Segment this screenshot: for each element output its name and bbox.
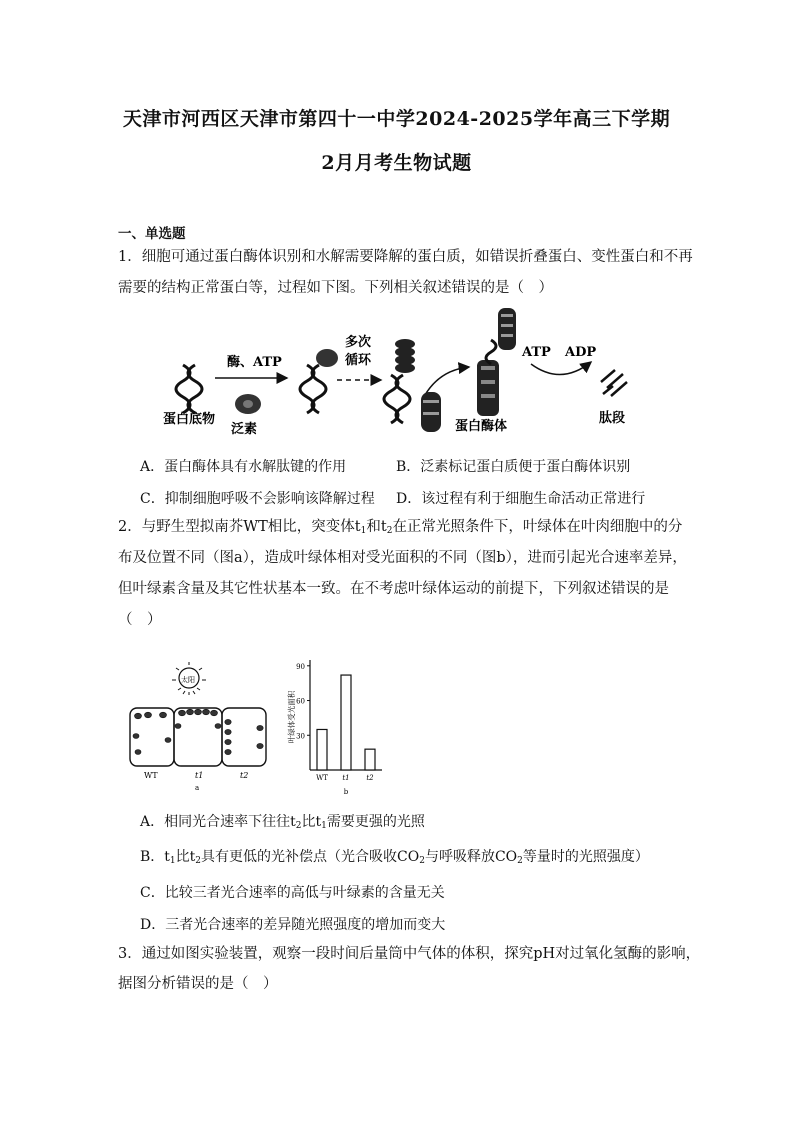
tagged-protein-icon — [300, 365, 326, 413]
label-multi: 多次 — [345, 335, 372, 350]
label-ubiquitin: 泛素 — [231, 422, 258, 437]
doc-title-line1: 天津市河西区天津市第四十一中学2024-2025学年高三下学期 — [122, 108, 671, 130]
q1-option-a[interactable]: A．蛋白酶体具有水解肽键的作用 — [140, 459, 347, 475]
svg-text:t2: t2 — [240, 771, 249, 780]
q2-stem-line1: 2．与野生型拟南芥WT相比，突变体$t_1$和$t_2$在正常光照条件下，叶绿体在叶肉细胞中的分 — [118, 519, 683, 536]
cell-t2 — [222, 708, 266, 766]
chloroplasts — [133, 709, 263, 754]
cell-t1 — [174, 708, 222, 766]
svg-text:t1: t1 — [195, 771, 204, 780]
q1-option-c[interactable]: C．抑制细胞呼吸不会影响该降解过程 — [140, 491, 375, 507]
q1-option-b[interactable]: B．泛素标记蛋白质便于蛋白酶体识别 — [396, 459, 631, 475]
bar-t2 — [365, 749, 375, 770]
q3-stem-line2: 据图分析错误的是（ ） — [118, 976, 278, 992]
bar-WT — [317, 729, 327, 770]
arrow-atp-adp — [531, 362, 591, 375]
q2-option-a[interactable]: A．相同光合速率下往往$t_2$比$t_1$需要更强的光照 — [140, 814, 425, 831]
q2-figure-a-cells — [128, 660, 274, 792]
bar-t1 — [341, 675, 351, 770]
svg-text:太阳: 太阳 — [181, 676, 195, 684]
x-tick-label: t2 — [366, 774, 374, 782]
x-tick-label: WT — [316, 774, 328, 782]
label-cycle: 循环 — [345, 353, 372, 368]
y-tick-label: 30 — [296, 732, 305, 741]
svg-text:WT: WT — [144, 771, 158, 780]
polyubiquitin-protein-icon — [384, 375, 410, 423]
q2-option-b[interactable]: B．$t_1$比$t_2$具有更低的光补偿点（光合吸收$CO_2$与呼吸释放$CO_2$等量时的光照强度） — [140, 849, 649, 866]
q2-stem-line3: 但叶绿素含量及其它性状基本一致。在不考虑叶绿体运动的前提下，下列叙述错误的是 — [118, 581, 669, 597]
y-tick-label: 90 — [296, 662, 305, 671]
substrate-protein-icon — [176, 365, 202, 413]
y-tick-label: 60 — [296, 697, 305, 706]
arrow-curve — [425, 367, 469, 395]
section-heading: 一、单选题 — [118, 226, 186, 242]
q1-stem-line1: 1．细胞可通过蛋白酶体识别和水解需要降解的蛋白质，如错误折叠蛋白、变性蛋白和不再 — [118, 249, 693, 265]
y-axis-label: 叶绿体受光面积 — [287, 690, 296, 744]
proteasome-icon — [477, 308, 516, 416]
doc-title-line2: 2月月考生物试题 — [321, 152, 472, 174]
proteasome-free-icon — [421, 392, 441, 432]
q2-option-d[interactable]: D．三者光合速率的差异随光照强度的增加而变大 — [140, 917, 446, 933]
label-atp: ATP — [522, 345, 551, 360]
svg-text:a: a — [195, 784, 200, 792]
q1-option-d[interactable]: D．该过程有利于细胞生命活动正常进行 — [396, 491, 646, 507]
label-substrate: 蛋白底物 — [163, 412, 216, 427]
sun-icon — [172, 662, 206, 695]
label-peptide: 肽段 — [599, 411, 626, 426]
q2-stem-line2: 布及位置不同（图a），造成叶绿体相对受光面积的不同（图b），进而引起光合速率差异， — [118, 550, 687, 566]
q2-figure-b-chart — [282, 652, 392, 798]
q2-option-c[interactable]: C．比较三者光合速率的高低与叶绿素的含量无关 — [140, 885, 445, 901]
peptide-fragments-icon — [601, 370, 627, 396]
q2-stem-line4: （ ） — [118, 612, 162, 628]
q1-proteasome-figure — [155, 300, 645, 440]
label-enzyme-atp: 酶、ATP — [227, 355, 282, 370]
label-adp: ADP — [565, 345, 597, 360]
label-proteasome: 蛋白酶体 — [455, 419, 508, 434]
q1-stem-line2: 需要的结构正常蛋白等，过程如下图。下列相关叙述错误的是（ ） — [118, 280, 553, 296]
x-tick-label: t1 — [342, 774, 350, 782]
q3-stem-line1: 3．通过如图实验装置，观察一段时间后量筒中气体的体积，探究pH对过氧化氢酶的影响， — [118, 946, 701, 962]
chart-caption: b — [343, 788, 349, 796]
